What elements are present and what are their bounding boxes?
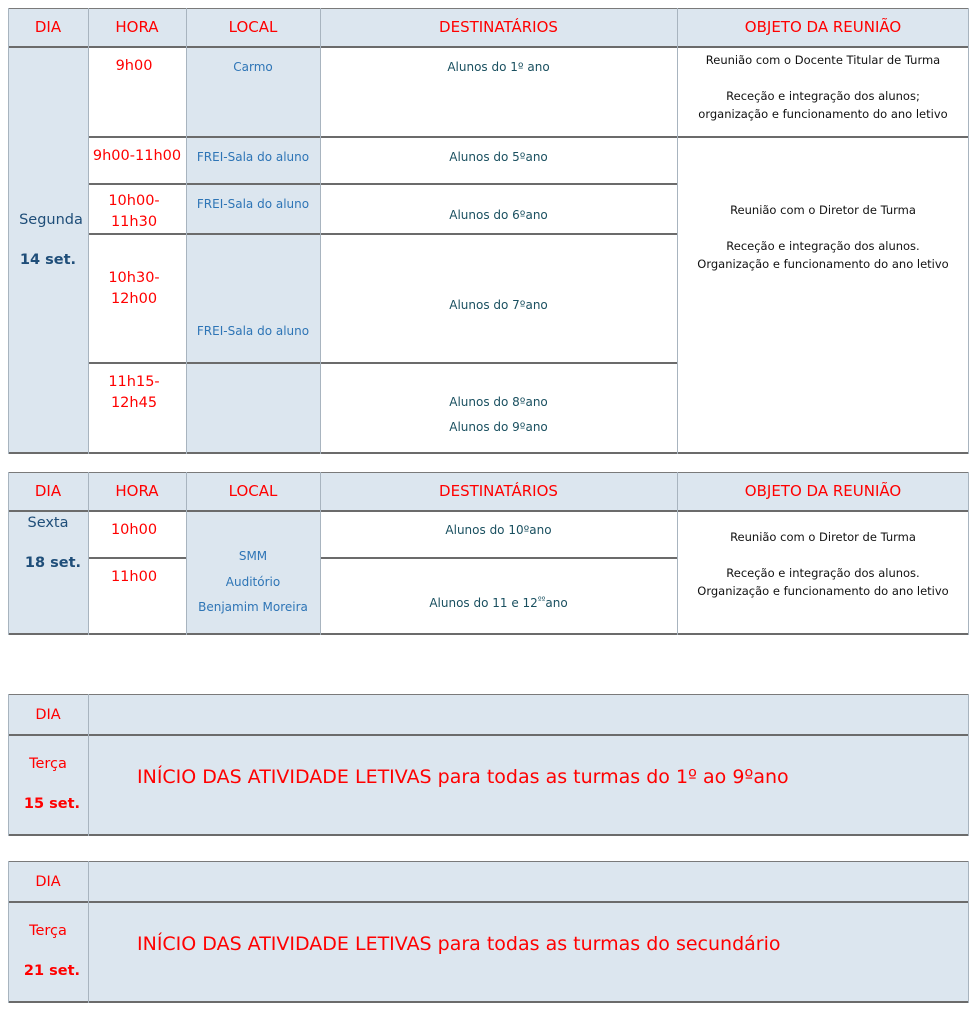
row-destinatarios: Alunos do 10ºano [445, 523, 552, 537]
local-line: Auditório [225, 575, 281, 589]
announcement-highlight: INÍCIO DAS ATIVIDADE LETIVAS [137, 766, 432, 788]
announcement-text [137, 933, 780, 955]
local-line: SMM [238, 549, 268, 563]
local-column [186, 511, 320, 635]
announcement-table-1 [8, 694, 969, 836]
row-hora: 11h15- [108, 374, 160, 390]
announcement-rest: para todas as turmas do 1º ao 9ºano [431, 766, 789, 788]
day-date: 21 set. [23, 963, 81, 979]
row-destinatarios: Alunos do 1º ano [447, 60, 550, 74]
header-dia: DIA [35, 874, 61, 890]
row-hora: 10h30- [108, 270, 160, 286]
announcement-highlight: INÍCIO DAS ATIVIDADE LETIVAS [137, 933, 432, 955]
dest-text-end: ano [545, 596, 568, 610]
header-dia: DIA [34, 18, 62, 36]
announcement-rest: para todas as turmas do secundário [431, 933, 781, 955]
header-hora: HORA [115, 482, 159, 500]
announcement-table-2 [8, 861, 969, 1003]
row-hora: 10h00 [110, 522, 158, 538]
day-date: 14 set. [19, 252, 77, 268]
objeto-line: Receção e integração dos alunos. [726, 566, 920, 580]
objeto-line: Receção e integração dos alunos. [726, 239, 920, 253]
local-line: Benjamim Moreira [198, 600, 308, 614]
row-hora: 9h00-11h00 [92, 148, 182, 164]
day-name: Sexta [27, 515, 69, 531]
schedule-table-monday [8, 8, 969, 454]
header-objeto: OBJETO DA REUNIÃO [744, 482, 902, 500]
row-destinatarios: Alunos do 5ºano [449, 150, 548, 164]
objeto-line: Receção e integração dos alunos; [726, 89, 920, 103]
row-hora: 12h45 [110, 395, 158, 411]
objeto-line: Reunião com o Diretor de Turma [730, 203, 916, 217]
row-destinatarios [320, 595, 677, 610]
objeto-line: Reunião com o Diretor de Turma [730, 530, 916, 544]
row-destinatarios: Alunos do 9ºano [449, 420, 548, 434]
header-hora: HORA [115, 18, 159, 36]
row-local: FREI-Sala do aluno [196, 197, 310, 211]
header-destinatarios: DESTINATÁRIOS [439, 482, 558, 500]
row-destinatarios: Alunos do 6ºano [449, 208, 548, 222]
local-column [186, 47, 320, 454]
header-objeto: OBJETO DA REUNIÃO [744, 18, 902, 36]
row-hora: 9h00 [115, 58, 153, 74]
day-name: Segunda [19, 212, 83, 228]
day-name: Terça [29, 923, 67, 939]
row-hora: 10h00- [108, 193, 160, 209]
announcement-text [137, 766, 789, 788]
header-row [8, 694, 969, 735]
day-cell [8, 47, 88, 454]
row-hora: 11h30 [110, 214, 158, 230]
header-dia: DIA [34, 482, 62, 500]
header-row [8, 861, 969, 902]
header-local: LOCAL [228, 482, 278, 500]
row-hora: 12h00 [110, 291, 158, 307]
objeto-line: Organização e funcionamento do ano letivo [697, 257, 949, 271]
row-local: Carmo [233, 60, 273, 74]
dest-superscript: ºº [537, 595, 546, 604]
row-local: FREI-Sala do aluno [196, 150, 310, 164]
dest-text: Alunos do 11 e 12 [429, 596, 538, 610]
row-destinatarios: Alunos do 7ºano [449, 298, 548, 312]
schedule-table-friday [8, 472, 969, 635]
row-hora: 11h00 [110, 569, 158, 585]
header-destinatarios: DESTINATÁRIOS [439, 18, 558, 36]
day-name: Terça [29, 756, 67, 772]
day-date: 18 set. [24, 555, 82, 571]
header-dia: DIA [35, 707, 61, 723]
objeto-line: organização e funcionamento do ano letivo [698, 107, 948, 121]
objeto-line: Organização e funcionamento do ano letivo [697, 584, 949, 598]
row-local: FREI-Sala do aluno [196, 324, 310, 338]
objeto-line: Reunião com o Docente Titular de Turma [705, 53, 941, 67]
row-destinatarios: Alunos do 8ºano [449, 395, 548, 409]
header-local: LOCAL [228, 18, 278, 36]
day-date: 15 set. [23, 796, 81, 812]
